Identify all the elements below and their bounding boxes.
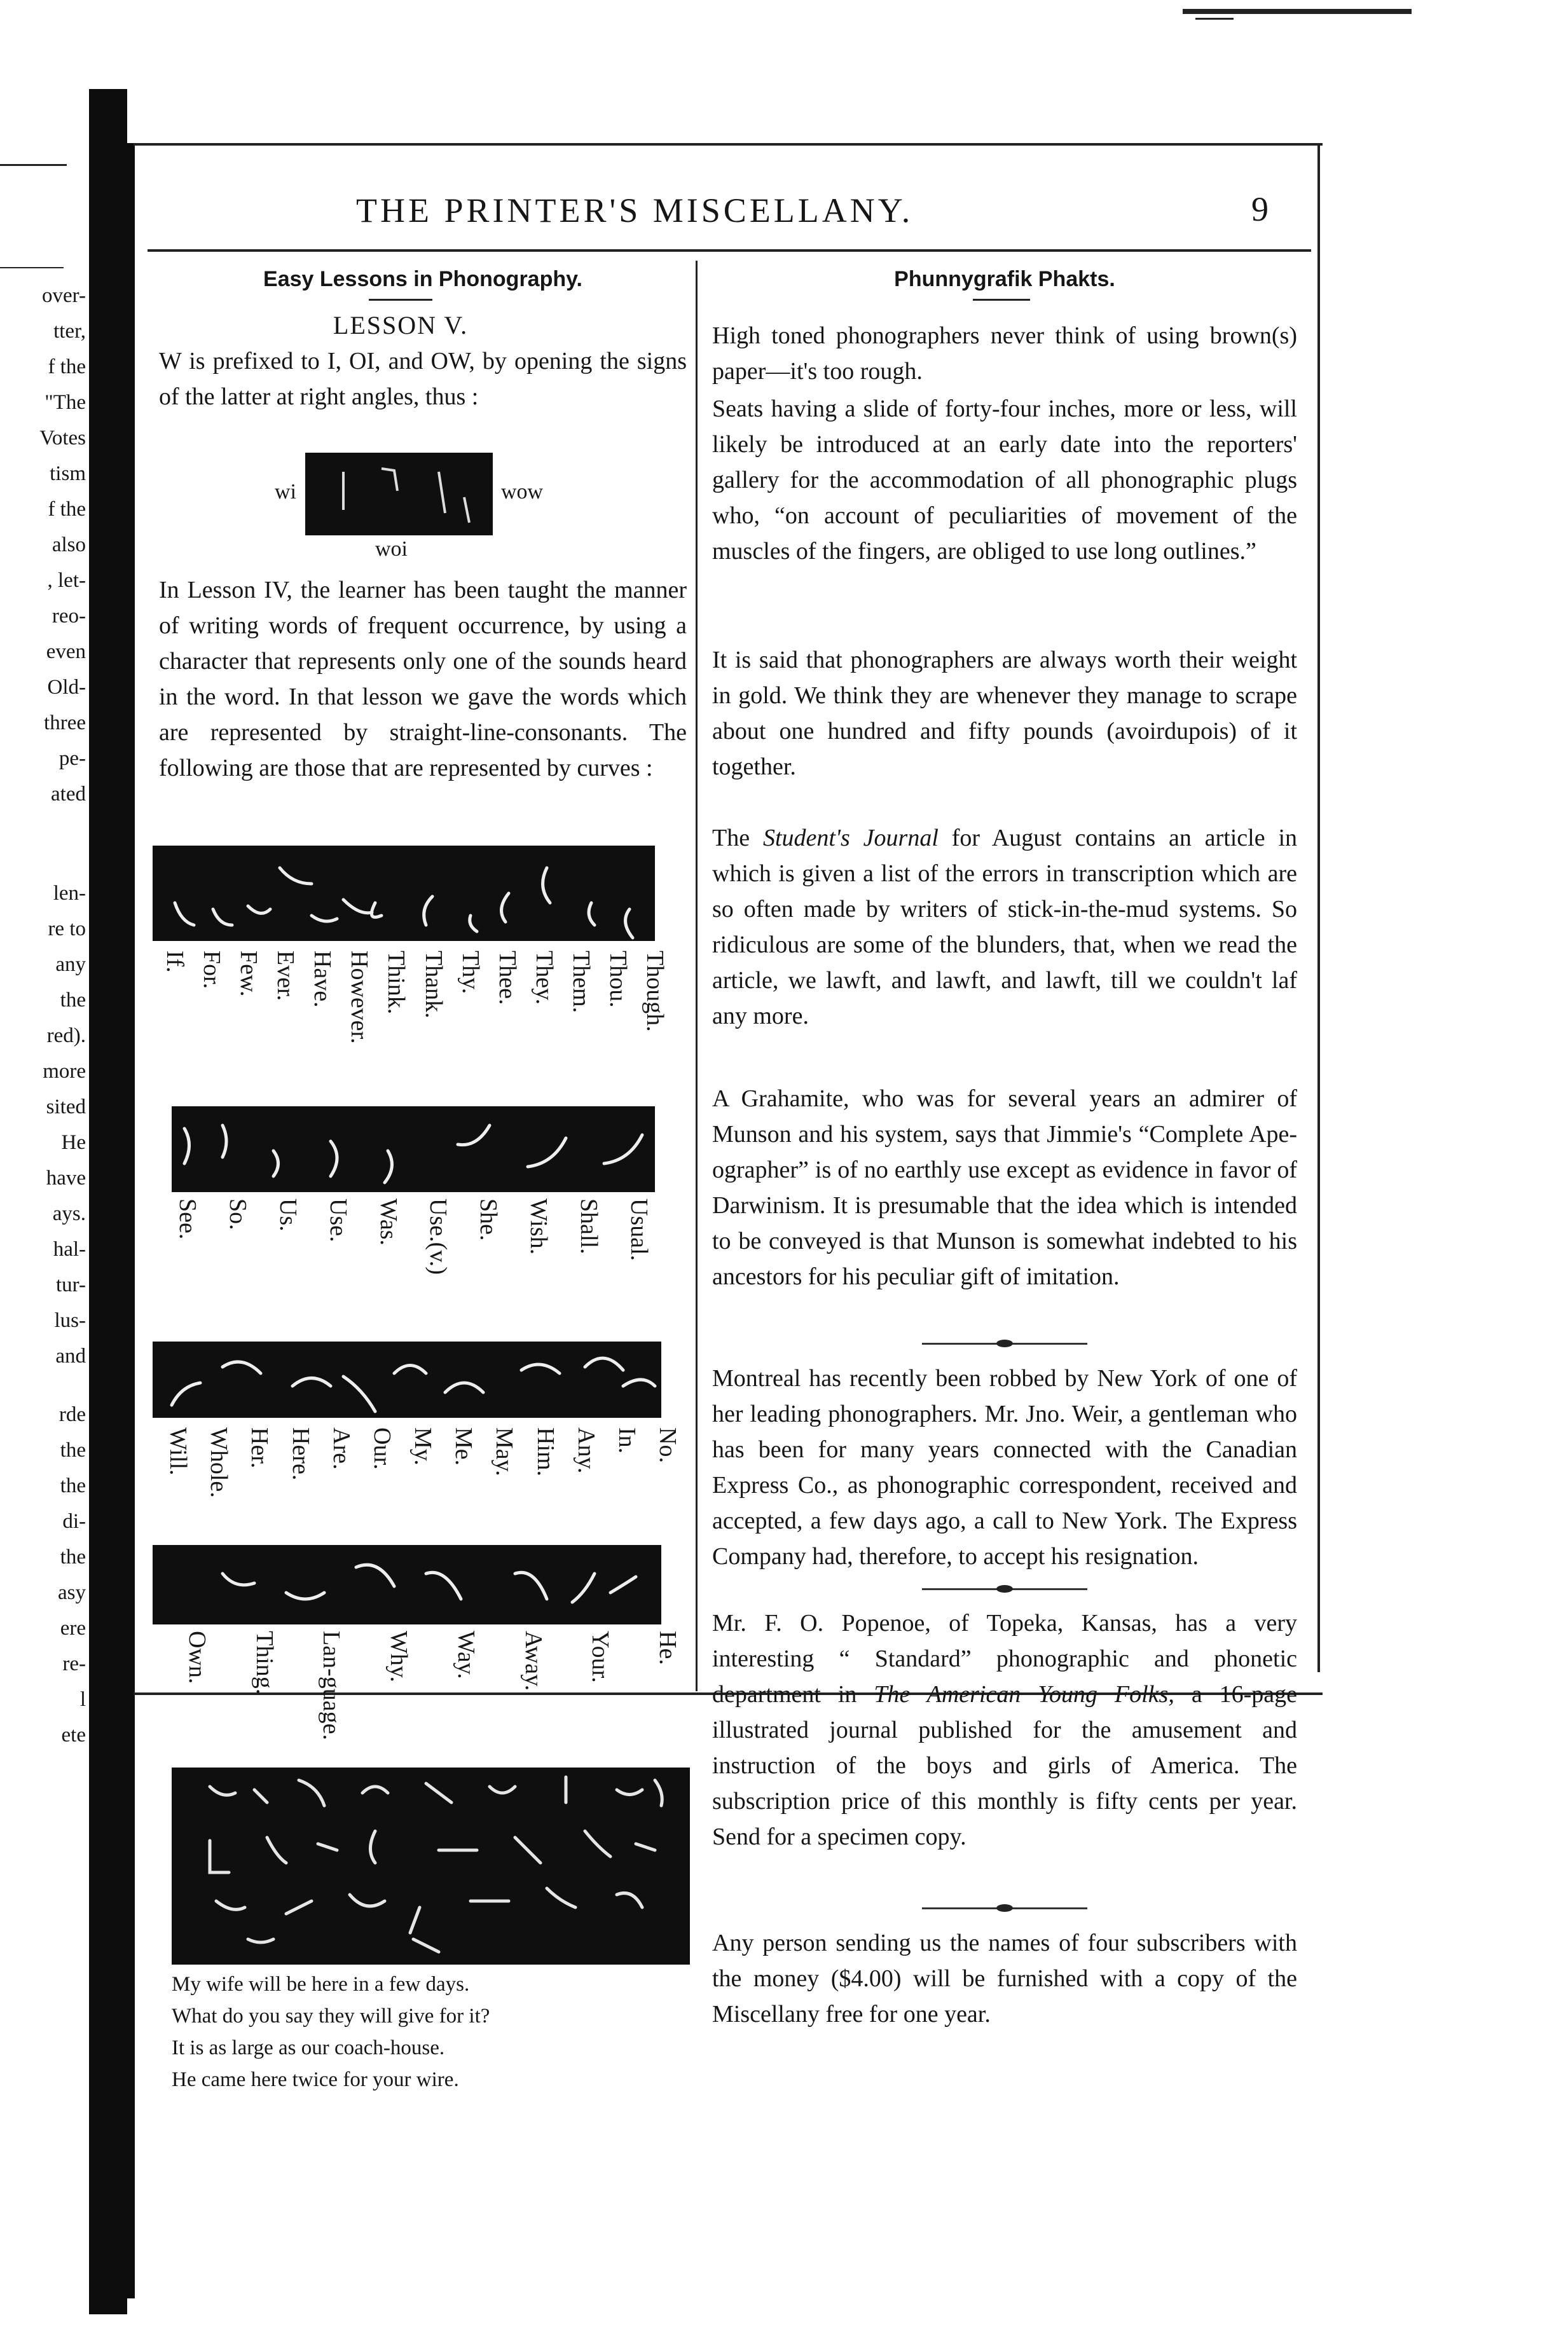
lesson-word: However. — [346, 951, 373, 1044]
adjacent-page-fragment: He — [61, 1131, 86, 1154]
popenoe-title: The American Young Folks, — [874, 1681, 1174, 1708]
lesson-word: Our. — [369, 1427, 395, 1470]
example-sentence: He came here twice for your wire. — [172, 2068, 459, 2091]
right-paragraph-montreal: Montreal has recently been robbed by New York of one of her leading phonographers. Mr. Jno. Weir, a gentleman who has been for many years connected with the Canadian Express Co., as phonographic correspondent, received and accepted, a few days ago, a call to New York. The Express Company had, therefore, to accept his resignation. — [712, 1365, 1297, 1570]
adjacent-page-fragment: asy — [58, 1581, 86, 1604]
lesson-word: Shall. — [575, 1198, 602, 1254]
adjacent-page-fragment: ated — [51, 783, 86, 806]
adjacent-page-fragment: re to — [48, 917, 86, 940]
lesson-word: Though. — [642, 951, 668, 1032]
right-paragraph-3: It is said that phonographers are always worth their weight in gold. We think they are whenever they manage to scrape about one hundred and fifty pounds (avoirdupois) of it together. — [712, 647, 1297, 780]
lesson-word: They. — [531, 951, 558, 1005]
wow-label: wow — [501, 480, 544, 504]
lesson-word: Thou. — [605, 951, 631, 1008]
adjacent-page-fragment: "The — [45, 391, 86, 414]
adjacent-page-fragment: l — [79, 1688, 86, 1711]
right-paragraph-grahamite: A Grahamite, who was for several years an admirer of Munson and his system, says that Jimmie's “Complete Ape-ographer” is of no earthly use except as evidence in favor of Darwinism. It is presumable that the idea which is intended to be conveyed is that Munson is somewhat indebted to his ancestors for his peculiar gift of imitation. — [712, 1085, 1297, 1290]
top-right-ink-stroke-thin — [1195, 18, 1234, 20]
popenoe-pre: Mr. F. O. Popenoe, of Topeka, Kansas, has a very interesting “ Standard” phonographic and phonetic department in — [712, 1610, 1297, 1708]
frame-right — [1317, 143, 1320, 1672]
adjacent-page-fragment: Votes — [39, 427, 86, 450]
adjacent-page-fragment: three — [44, 711, 86, 734]
lesson-word: Own. — [184, 1631, 210, 1684]
lesson-word: Ever. — [272, 951, 299, 1001]
right-paragraph-popenoe — [712, 1605, 1297, 1855]
heading-rule — [369, 299, 432, 301]
adjacent-page-fragment: pe- — [58, 747, 86, 770]
adjacent-page-fragment: the — [60, 1474, 86, 1497]
separator-ornament — [922, 1343, 1087, 1345]
lesson-word: Are. — [328, 1427, 355, 1470]
curve-signs-2 — [172, 1106, 655, 1192]
adjacent-page-fragment: sited — [46, 1095, 86, 1118]
lesson-word: Have. — [309, 951, 336, 1008]
right-paragraph-journal — [712, 820, 1297, 1034]
right-paragraph-2: Seats having a slide of forty-four inches, more or less, will likely be introduced at an early date into the reporters' gallery for the accommodation of all phonographic plugs who, “on account of peculiarities of movement of the muscles of the fingers, are obliged to use long outlines.” — [712, 395, 1297, 565]
lesson-word: Think. — [383, 951, 409, 1015]
right-column-heading: Phunnygrafik Phakts. — [894, 267, 1115, 291]
lesson-word: Usual. — [626, 1198, 652, 1261]
journal-name: Student's Journal — [762, 825, 939, 851]
lesson-word: Thee. — [494, 951, 521, 1005]
lesson-word: Whole. — [205, 1427, 232, 1498]
adjacent-page-fragment: red). — [46, 1024, 86, 1047]
adjacent-page-fragment: f the — [48, 498, 86, 521]
lesson-word: Lan-guage. — [318, 1631, 345, 1740]
lesson-word: Her. — [246, 1427, 273, 1469]
adjacent-page-fragment: and — [55, 1345, 86, 1368]
page-title: THE PRINTER'S MISCELLANY. — [356, 191, 914, 230]
adjacent-page-fragment: have — [46, 1167, 86, 1190]
adjacent-page-fragment: the — [60, 1439, 86, 1462]
lesson-word: If. — [162, 951, 188, 973]
example-sentence: What do you say they will give for it? — [172, 2005, 490, 2028]
adjacent-page-rule — [0, 164, 67, 166]
lesson-word: May. — [491, 1427, 518, 1476]
separator-ornament — [922, 1907, 1087, 1909]
lesson-word: Few. — [235, 951, 262, 997]
adjacent-page-fragment: over- — [42, 284, 86, 307]
shorthand-example-block — [172, 1768, 690, 1965]
lesson-word: Your. — [587, 1631, 614, 1683]
binding-shadow — [89, 89, 127, 2314]
adjacent-page-fragment: ete — [61, 1724, 86, 1747]
lesson-word: Thy. — [457, 951, 484, 994]
example-shorthand-signs — [172, 1768, 690, 1965]
lesson-word: She. — [475, 1198, 502, 1241]
lesson-word: Away. — [520, 1631, 547, 1691]
adjacent-page-fragment: tter, — [53, 320, 86, 343]
lesson-word: For. — [198, 951, 225, 989]
adjacent-page-fragment: even — [46, 640, 86, 663]
left-column-heading: Easy Lessons in Phonography. — [263, 267, 582, 291]
example-sentence: My wife will be here in a few days. — [172, 1973, 470, 1996]
column-divider — [696, 261, 698, 1691]
adjacent-page-fragment: f the — [48, 355, 86, 378]
separator-ornament — [922, 1588, 1087, 1590]
adjacent-page-fragment: lus- — [54, 1309, 86, 1332]
adjacent-page-fragment: hal- — [53, 1238, 86, 1261]
lesson-word: Way. — [453, 1631, 479, 1679]
right-paragraph-subscribers: Any person sending us the names of four subscribers with the money ($4.00) will be furnished with a copy of the Miscellany free for one year. — [712, 1930, 1297, 2028]
lesson-word: My. — [409, 1427, 436, 1466]
popenoe-rest: a 16-page illustrated journal published for the amusement and instruction of the boys and girls of America. The subscription price of this monthly is fifty cents per year. Send for a specimen copy. — [712, 1681, 1298, 1850]
shorthand-table-3 — [153, 1342, 661, 1418]
curve-signs-4 — [153, 1545, 661, 1624]
wi-wow-sign-image — [305, 453, 493, 535]
adjacent-page-fragment: tism — [50, 462, 86, 485]
lesson-word: Will. — [165, 1427, 191, 1476]
journal-rest: for August contains an article in which is given a list of the errors in transcription which are so often made by writers of stick-in-the-mud systems. So ridiculous are some of the blunders, that, when we read the article, we lawft, and lawft, and lawft, till we couldn't laf any more. — [712, 825, 1298, 1029]
lesson-intro: W is prefixed to I, OI, and OW, by opening the signs of the latter at right angles, thus : — [159, 348, 687, 410]
lesson-word: Thank. — [420, 951, 447, 1019]
adjacent-page-fragment: the — [60, 1546, 86, 1569]
woi-label: woi — [375, 537, 408, 561]
top-right-ink-stroke — [1183, 9, 1412, 14]
wi-wow-sign-figure — [305, 453, 493, 535]
adjacent-page-fragment: any — [55, 953, 86, 976]
adjacent-page-fragment: di- — [62, 1510, 86, 1533]
binding-shadow-thin — [127, 143, 135, 2298]
lesson-heading: LESSON V. — [333, 311, 469, 340]
right-paragraph-1: High toned phonographers never think of using brown(s) paper—it's too rough. — [712, 322, 1297, 385]
shorthand-table-4 — [153, 1545, 661, 1624]
shorthand-table-1 — [153, 846, 655, 941]
lesson-body: In Lesson IV, the learner has been taught the manner of writing words of frequent occurrence, by using a character that represents only one of the sounds heard in the word. In that lesson we gave the words which are represented by straight-line-consonants. The following are those that are represented by curves : — [159, 577, 687, 781]
adjacent-page-fragment: also — [52, 533, 86, 556]
adjacent-page-fragment: len- — [53, 882, 86, 905]
wi-label: wi — [275, 480, 296, 504]
journal-pre: The — [712, 825, 750, 851]
adjacent-page-fragment: reo- — [52, 605, 86, 628]
lesson-word: So. — [224, 1198, 251, 1230]
header-rule — [148, 249, 1311, 252]
lesson-word: Any. — [573, 1427, 600, 1474]
adjacent-page-fragment: rde — [58, 1403, 86, 1426]
lesson-word: Use. — [325, 1198, 352, 1242]
page-number: 9 — [1251, 190, 1269, 228]
adjacent-page-fragment: Old- — [47, 676, 86, 699]
lesson-word: Use.(v.) — [425, 1198, 451, 1275]
adjacent-page-fragment: ays. — [52, 1202, 86, 1225]
lesson-word: Them. — [568, 951, 595, 1013]
lesson-word: Him. — [532, 1427, 559, 1477]
lesson-word: See. — [174, 1198, 201, 1240]
curve-signs-3 — [153, 1342, 661, 1418]
lesson-word: Thing. — [251, 1631, 278, 1695]
adjacent-page-fragment: ere — [60, 1617, 86, 1640]
lesson-word: Why. — [385, 1631, 412, 1682]
lesson-word: No. — [654, 1427, 681, 1463]
adjacent-page-fragment: tur- — [56, 1274, 86, 1296]
example-sentence: It is as large as our coach-house. — [172, 2036, 445, 2059]
lesson-word: Wish. — [525, 1198, 552, 1255]
adjacent-page-fragment: more — [43, 1060, 86, 1083]
right-heading-rule — [973, 299, 1030, 301]
lesson-word: Here. — [287, 1427, 314, 1481]
adjacent-page-fragment: , let- — [47, 569, 86, 592]
lesson-word: He. — [654, 1631, 681, 1665]
adjacent-page-rule — [0, 267, 64, 268]
lesson-word: Us. — [275, 1198, 301, 1232]
lesson-word: Was. — [375, 1198, 402, 1246]
lesson-word: Me. — [450, 1427, 477, 1466]
frame-top — [134, 143, 1323, 146]
adjacent-page-fragment: re- — [62, 1652, 86, 1675]
adjacent-page-fragment: the — [60, 989, 86, 1012]
lesson-word: In. — [614, 1427, 640, 1454]
shorthand-table-2 — [172, 1106, 655, 1192]
curve-signs-1 — [153, 846, 655, 941]
